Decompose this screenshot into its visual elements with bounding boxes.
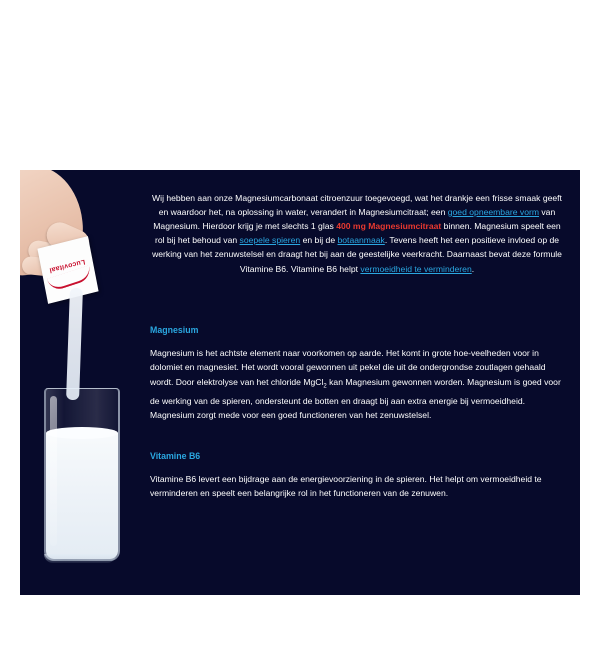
link-soepele-spieren[interactable]: soepele spieren <box>239 235 301 246</box>
product-illustration <box>20 170 150 595</box>
section-magnesium-heading: Magnesium <box>150 325 199 335</box>
intro-text-5: . Tevens heeft het een positieve invloed op de werking van het zenuwstelsel en draagt het bij aan de geestelijke veerkracht. Daarnaast bevat deze formule Vitamine B6. Vitamine B6 helpt <box>152 235 562 274</box>
glass-highlight <box>50 396 57 546</box>
sachet-icon <box>37 236 98 304</box>
section-magnesium <box>150 324 564 431</box>
section-vitamine-b6 <box>150 450 564 509</box>
glass-base-icon <box>44 554 116 563</box>
section-magnesium-body-post: kan Magnesium gewonnen worden. Magnesium is goed voor de werking van de spieren, ondersteunt de botten en draagt bij aan extra energie bij vermoeidheid. Magnesium zorgt mede voor een goed functioneren van het zenuwstelsel. <box>150 376 561 420</box>
chemical-subscript: 2 <box>323 383 327 390</box>
sachet-brand-label: Lucovitaal <box>48 257 86 274</box>
intro-text-4: en bij de <box>300 235 338 246</box>
intro-text-3: binnen. Magnesium speelt een rol bij het behoud van <box>154 221 561 246</box>
intro-paragraph <box>150 191 564 276</box>
intro-text-2: van Magnesium. Hierdoor krijg je met slechts 1 glas <box>153 206 556 231</box>
link-vermoeidheid-verminderen[interactable]: vermoeidheid te verminderen <box>360 263 472 274</box>
section-magnesium-body <box>150 346 564 422</box>
powder-stream-icon <box>66 288 83 400</box>
product-info-panel <box>20 170 580 595</box>
link-goed-opneembare-vorm[interactable]: goed opneembare vorm <box>447 206 539 217</box>
intro-text-1: Wij hebben aan onze Magnesiumcarbonaat citroenzuur toegevoegd, wat het drankje een frisse smaak geeft en waardoor het, na oplossing in water, verandert in Magnesiumcitraat; een <box>152 192 562 217</box>
intro-text-6: . <box>471 263 475 274</box>
panel-text-content <box>150 170 564 595</box>
section-vitamine-b6-heading: Vitamine B6 <box>150 451 201 461</box>
section-magnesium-body-pre: Magnesium is het achtste element naar voorkomen op aarde. Het komt in grote hoe-veelheden voor in dolomiet en magnesiet. Het wordt vooral gewonnen uit pekel die uit de ondergrondse zoutlagen gehaald wordt. Door elektrolyse van het chloride MgCl <box>150 348 546 387</box>
dosage-highlight: 400 mg Magnesiumcitraat <box>336 221 442 231</box>
link-botaanmaak[interactable]: botaanmaak <box>337 235 385 246</box>
section-vitamine-b6-body: Vitamine B6 levert een bijdrage aan de energievoorziening in de spieren. Het helpt om vermoeidheid te verminderen en speelt een belangrijke rol in het functioneren van de zenuwen. <box>150 474 542 499</box>
